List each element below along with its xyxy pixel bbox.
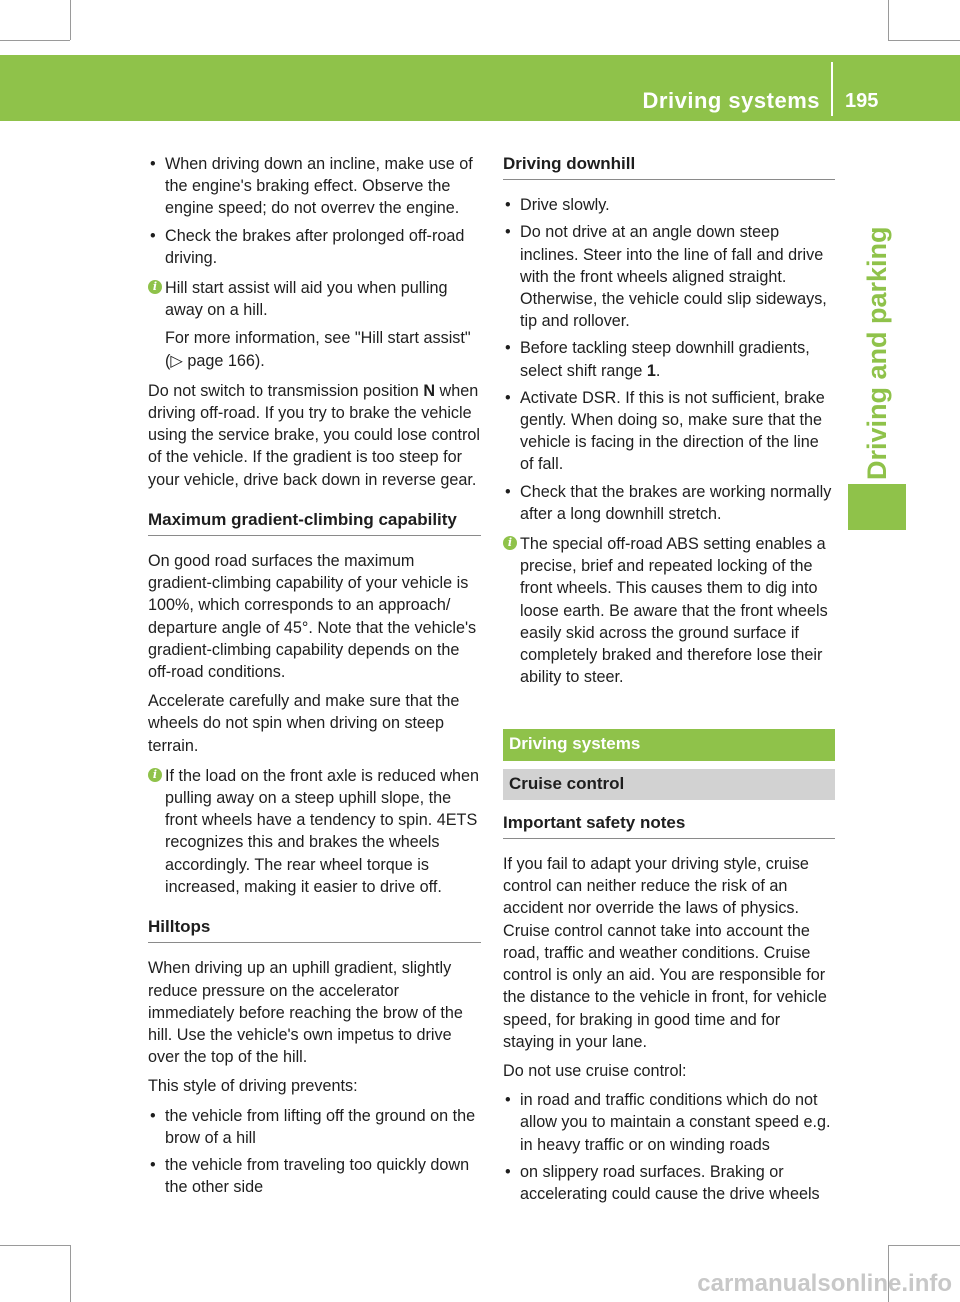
paragraph: If you fail to adapt your driving style, cruise control can neither reduce the risk of an accident nor override the laws of physics. Cruise control cannot take into account the road, traffic and weather conditions. Cruise control is only an aid. You are responsible for the distance to the vehicle in front, for vehicle speed, for braking in good time and for staying in your lane. bbox=[503, 855, 827, 1051]
heading-downhill: Driving downhill bbox=[503, 153, 835, 180]
heading-hilltops: Hilltops bbox=[148, 916, 481, 943]
text-span: Do not switch to transmission position bbox=[148, 381, 424, 400]
crop-mark bbox=[888, 0, 889, 40]
info-icon: i bbox=[503, 536, 517, 550]
right-column bbox=[503, 153, 835, 1210]
info-note bbox=[148, 765, 481, 898]
crop-mark bbox=[0, 40, 70, 41]
list-item bbox=[503, 337, 835, 381]
list-item: • Activate DSR. If this is not sufficient, brake gently. When doing so, make sure that the vehicle is facing in the direction of the line of fall. bbox=[503, 387, 835, 476]
list-item: • in road and traffic conditions which do not allow you to maintain a constant speed e.g. in heavy traffic or on winding roads bbox=[503, 1089, 835, 1156]
bold-text: N bbox=[423, 381, 436, 400]
paragraph: This style of driving prevents: bbox=[148, 1077, 358, 1096]
crop-mark bbox=[0, 1245, 70, 1246]
list-item: • the vehicle from traveling too quickly down the other side bbox=[148, 1154, 481, 1198]
list-item: • Check that the brakes are working normally after a long downhill stretch. bbox=[503, 481, 835, 525]
chapter-tab-label: Driving and parking bbox=[862, 226, 892, 480]
left-column bbox=[148, 153, 481, 1203]
crop-mark bbox=[888, 1245, 960, 1246]
info-icon: i bbox=[148, 768, 162, 782]
paragraph bbox=[148, 380, 481, 491]
page-number: 195 bbox=[845, 90, 879, 112]
crop-mark bbox=[70, 1245, 71, 1302]
list-item: • Do not drive at an angle down steep inclines. Steer into the line of fall and drive with the front wheels aligned straight. Otherwise, the vehicle could slip sideways, tip and rollover. bbox=[503, 221, 835, 332]
bold-text: 1 bbox=[646, 361, 656, 380]
info-note bbox=[503, 533, 835, 688]
section-title: Driving systems bbox=[642, 88, 820, 113]
text-span: Before tackling steep downhill gradients, select shift range bbox=[520, 339, 810, 380]
page-reference[interactable]: For more information, see "Hill start assist" (▷ page 166). bbox=[165, 329, 471, 370]
text-span: when driving off-road. If you try to brake the vehicle using the service brake, you could lose control of the vehicle. If the gradient is too steep for your vehicle, drive back down in reverse gear. bbox=[148, 381, 481, 489]
heading-safety-notes: Important safety notes bbox=[503, 812, 835, 839]
watermark: carmanualsonline.info bbox=[697, 1270, 952, 1297]
heading-gradient: Maximum gradient-climbing capability bbox=[148, 509, 481, 536]
list-item: • Check the brakes after prolonged off-road driving. bbox=[148, 225, 481, 269]
subsection-band-cruise-control: Cruise control bbox=[503, 769, 835, 800]
info-text: The special off-road ABS setting enables a precise, brief and repeated locking of the front wheels. This causes them to dig into loose earth. Be aware that the front wheels easily skid across the ground surface if completely braked and therefore lose their ability to steer. bbox=[520, 535, 828, 687]
list-item: • the vehicle from lifting off the ground on the brow of a hill bbox=[148, 1105, 481, 1149]
crop-mark bbox=[888, 40, 960, 41]
header-divider bbox=[831, 62, 833, 116]
paragraph: Do not use cruise control: bbox=[503, 1061, 687, 1080]
list-item: • on slippery road surfaces. Braking or accelerating could cause the drive wheels bbox=[503, 1161, 835, 1205]
info-icon: i bbox=[148, 280, 162, 294]
paragraph: When driving up an uphill gradient, slightly reduce pressure on the accelerator immediately before reaching the brow of the hill. Use the vehicle's own impetus to drive over the top of the hill. bbox=[148, 959, 463, 1067]
info-text: If the load on the front axle is reduced when pulling away on a steep uphill slope, the front wheels have a tendency to spin. 4ETS recognizes this and brakes the wheels accordingly. The rear wheel torque is increased, making it easier to drive off. bbox=[165, 766, 480, 896]
text-span: . bbox=[655, 361, 661, 380]
chapter-marker bbox=[848, 484, 906, 530]
info-note bbox=[148, 277, 481, 372]
info-text: Hill start assist will aid you when pulling away on a hill. bbox=[165, 279, 448, 320]
list-item: • When driving down an incline, make use of the engine's braking effect. Observe the engine speed; do not overrev the engine. bbox=[148, 153, 481, 220]
paragraph: Accelerate carefully and make sure that the wheels do not spin when driving on steep terrain. bbox=[148, 692, 460, 755]
section-band-driving-systems: Driving systems bbox=[503, 729, 835, 760]
paragraph: On good road surfaces the maximum gradient-climbing capability of your vehicle is 100%, which corresponds to an approach/ departure angle of 45°. Note that the vehicle's gradient-climbing capability depends on the off-road conditions. bbox=[148, 552, 477, 682]
list-item: • Drive slowly. bbox=[503, 194, 835, 216]
crop-mark bbox=[70, 0, 71, 40]
